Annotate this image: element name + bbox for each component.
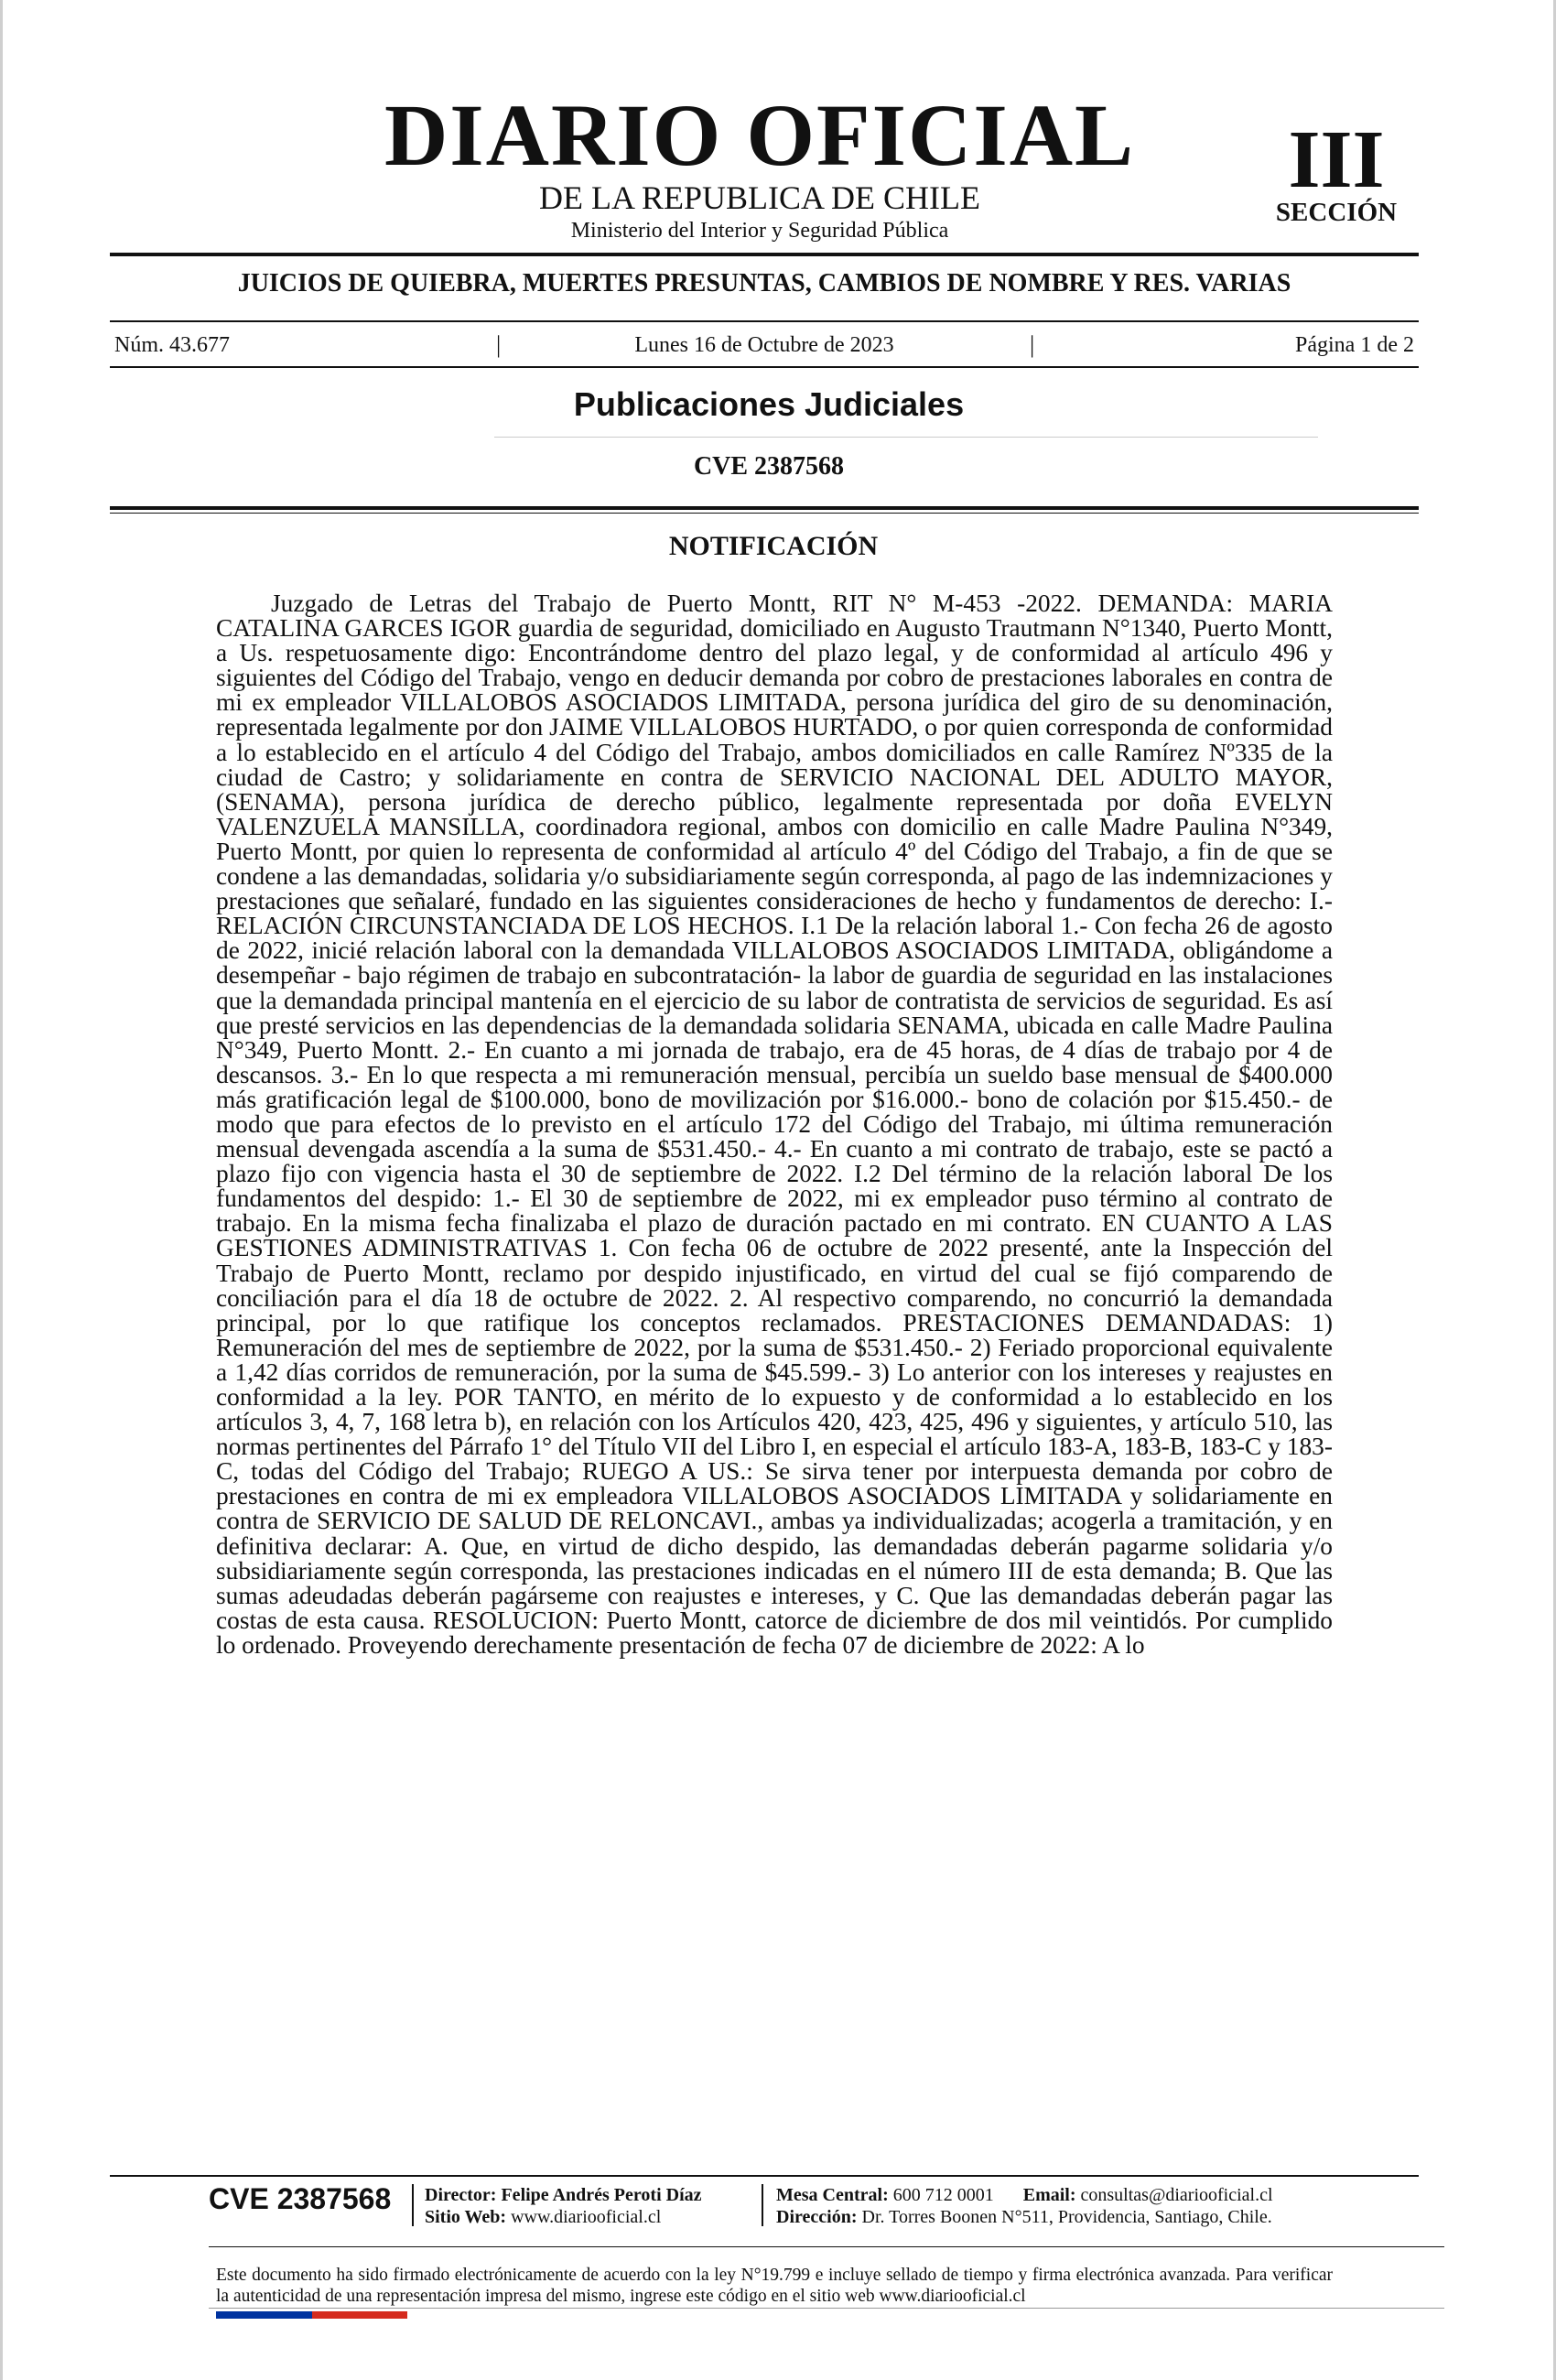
website-label: Sitio Web: (425, 2207, 507, 2227)
director-label: Director: (425, 2185, 497, 2205)
phone-number: 600 712 0001 (892, 2185, 994, 2205)
email-link[interactable]: consultas@diariooficial.cl (1080, 2185, 1273, 2205)
footer-director (425, 2184, 702, 2206)
flag-stripe-red (312, 2311, 407, 2319)
phone-label: Mesa Central: (776, 2185, 889, 2205)
categories-divider (110, 320, 1419, 322)
publication-section-title: Publicaciones Judiciales (573, 385, 965, 423)
footer-separator (762, 2184, 763, 2226)
issue-separator: | (1030, 331, 1035, 358)
footer-divider (110, 2175, 1419, 2177)
legal-divider (209, 2246, 1444, 2247)
legal-notice: Este documento ha sido firmado electrónicamente de acuerdo con la ley N°19.799 e incluye sellado de tiempo y firma electrónica avanzada. Para verificar la autenticidad de una representación impresa del mismo, ingrese este código en el sitio web www.diariooficial.cl (216, 2266, 1333, 2306)
notice-title: NOTIFICACIÓN (668, 531, 879, 561)
cve-code: CVE 2387568 (693, 452, 845, 481)
ministry-line: Ministerio del Interior y Seguridad Pública (570, 219, 949, 243)
newspaper-title: DIARIO OFICIAL (384, 86, 1136, 184)
content-divider (110, 506, 1419, 510)
section-categories: JUICIOS DE QUIEBRA, MUERTES PRESUNTAS, CAMBIOS DE NOMBRE Y RES. VARIAS (237, 269, 1291, 298)
issue-divider (110, 366, 1419, 368)
newspaper-subtitle: DE LA REPUBLICA DE CHILE (539, 179, 980, 216)
issue-number: Núm. 43.677 (114, 333, 230, 357)
section-label: SECCIÓN (1275, 198, 1398, 227)
title-underline (494, 437, 1318, 438)
website-link[interactable]: www.diariooficial.cl (511, 2207, 662, 2227)
issue-page: Página 1 de 2 (1295, 333, 1414, 357)
director-name: Felipe Andrés Peroti Díaz (501, 2185, 702, 2205)
content-divider-thin (110, 513, 1419, 514)
issue-separator: | (496, 331, 502, 358)
email-label: Email: (1022, 2185, 1076, 2205)
flag-line (209, 2308, 1444, 2309)
footer-contact (776, 2184, 1273, 2206)
masthead-divider (110, 253, 1419, 256)
issue-info-row (114, 331, 1414, 359)
footer-address (776, 2206, 1272, 2228)
address-label: Dirección: (776, 2207, 858, 2227)
flag-stripe-blue (216, 2311, 312, 2319)
footer-separator (412, 2184, 414, 2226)
address-text: Dr. Torres Boonen N°511, Providencia, Santiago, Chile. (861, 2207, 1272, 2227)
footer-website (425, 2206, 661, 2228)
section-number: III (1288, 114, 1385, 205)
notice-body: Juzgado de Letras del Trabajo de Puerto Montt, RIT N° M-453 -2022. DEMANDA: MARIA CATALINA GARCES IGOR guardia de seguridad, domiciliado en Augusto Trautmann N°1340, Puerto Montt, a Us. respetuosamente digo: Encontrándome dentro del plazo legal, y de conformidad al artículo 496 y siguientes del Código del Trabajo, vengo en deducir demanda por cobro de prestaciones laborales en contra de mi ex empleador VILLALOBOS ASOCIADOS LIMITADA, persona jurídica del giro de su denominación, representada legalmente por don JAIME VILLALOBOS HURTADO, o por quien corresponda de conformidad a lo establecido en el artículo 4 del Código del Trabajo, ambos domiciliados en calle Ramírez Nº335 de la ciudad de Castro; y solidariamente en contra de SERVICIO NACIONAL DEL ADULTO MAYOR, (SENAMA), persona jurídica de derecho público, legalmente representada por doña EVELYN VALENZUELA MANSILLA, coordinadora regional, ambos con domicilio en calle Madre Paulina N°349, Puerto Montt, por quien lo representa de conformidad al artículo 4º del Código del Trabajo, a fin de que se condene a las demandadas, solidaria y/o subsidiariamente según corresponda, al pago de las indemnizaciones y prestaciones que señalaré, fundado en las siguientes consideraciones de hecho y fundamentos de derecho: I.- RELACIÓN CIRCUNSTANCIADA DE LOS HECHOS. I.1 De la relación laboral 1.- Con fecha 26 de agosto de 2022, inicié relación laboral con la demandada VILLALOBOS ASOCIADOS LIMITADA, obligándome a desempeñar - bajo régimen de trabajo en subcontratación- la labor de guardia de seguridad en las instalaciones que la demandada principal mantenía en el ejercicio de su labor de contratista de servicios de seguridad. Es así que presté servicios en las dependencias de la demandada solidaria SENAMA, ubicada en calle Madre Paulina N°349, Puerto Montt. 2.- En cuanto a mi jornada de trabajo, era de 45 horas, de 4 días de trabajo por 4 de descansos. 3.- En lo que respecta a mi remuneración mensual, percibía un sueldo base mensual de $400.000 más gratificación legal de $100.000, bono de movilización por $16.000.- bono de colación por $15.450.- de modo que para efectos de lo previsto en el artículo 172 del Código del Trabajo, mi última remuneración mensual devengada ascendía a la suma de $531.450.- 4.- En cuanto a mi contrato de trabajo, este se pactó a plazo fijo con vigencia hasta el 30 de septiembre de 2022. I.2 Del término de la relación laboral De los fundamentos del despido: 1.- El 30 de septiembre de 2022, mi ex empleador puso término al contrato de trabajo. En la misma fecha finalizaba el plazo de duración pactado en mi contrato. EN CUANTO A LAS GESTIONES ADMINISTRATIVAS 1. Con fecha 06 de octubre de 2022 presenté, ante la Inspección del Trabajo de Puerto Montt, reclamo por despido injustificado, en virtud del cual se fijó comparendo de conciliación para el día 18 de octubre de 2022. 2. Al respectivo comparendo, no concurrió la demandada principal, por lo que ratifique los conceptos reclamados. PRESTACIONES DEMANDADAS: 1) Remuneración del mes de septiembre de 2022, por la suma de $531.450.- 2) Feriado proporcional equivalente a 1,42 días corridos de remuneración, por la suma de $45.599.- 3) Lo anterior con los intereses y reajustes en conformidad a la ley. POR TANTO, en mérito de lo expuesto y de conformidad a lo establecido en los artículos 3, 4, 7, 168 letra b), en relación con los Artículos 420, 423, 425, 496 y siguientes, y artículo 510, las normas pertinentes del Párrafo 1° del Título VII del Libro I, en especial el artículo 183-A, 183-B, 183-C y 183-C, todas del Código del Trabajo; RUEGO A US.: Se sirva tener por interpuesta demanda por cobro de prestaciones en contra de mi ex empleadora VILLALOBOS ASOCIADOS LIMITADA y solidariamente en contra de SERVICIO DE SALUD DE RELONCAVI., ambas ya individualizadas; acogerla a tramitación, y en definitiva declarar: A. Que, en virtud de dicho despido, las demandadas deberán pagarme solidaria y/o subsidiariamente según corresponda, las prestaciones indicadas en el número III de esta demanda; B. Que las sumas adeudadas deberán pagárseme con reajustes e intereses, y C. Que las demandadas deberán pagar las costas de esta causa. RESOLUCION: Puerto Montt, catorce de diciembre de dos mil veintidós. Por cumplido lo ordenado. Proveyendo derechamente presentación de fecha 07 de diciembre de 2022: A lo (216, 590, 1333, 1659)
issue-date: Lunes 16 de Octubre de 2023 (634, 333, 894, 357)
footer-cve-code: CVE 2387568 (209, 2182, 392, 2215)
